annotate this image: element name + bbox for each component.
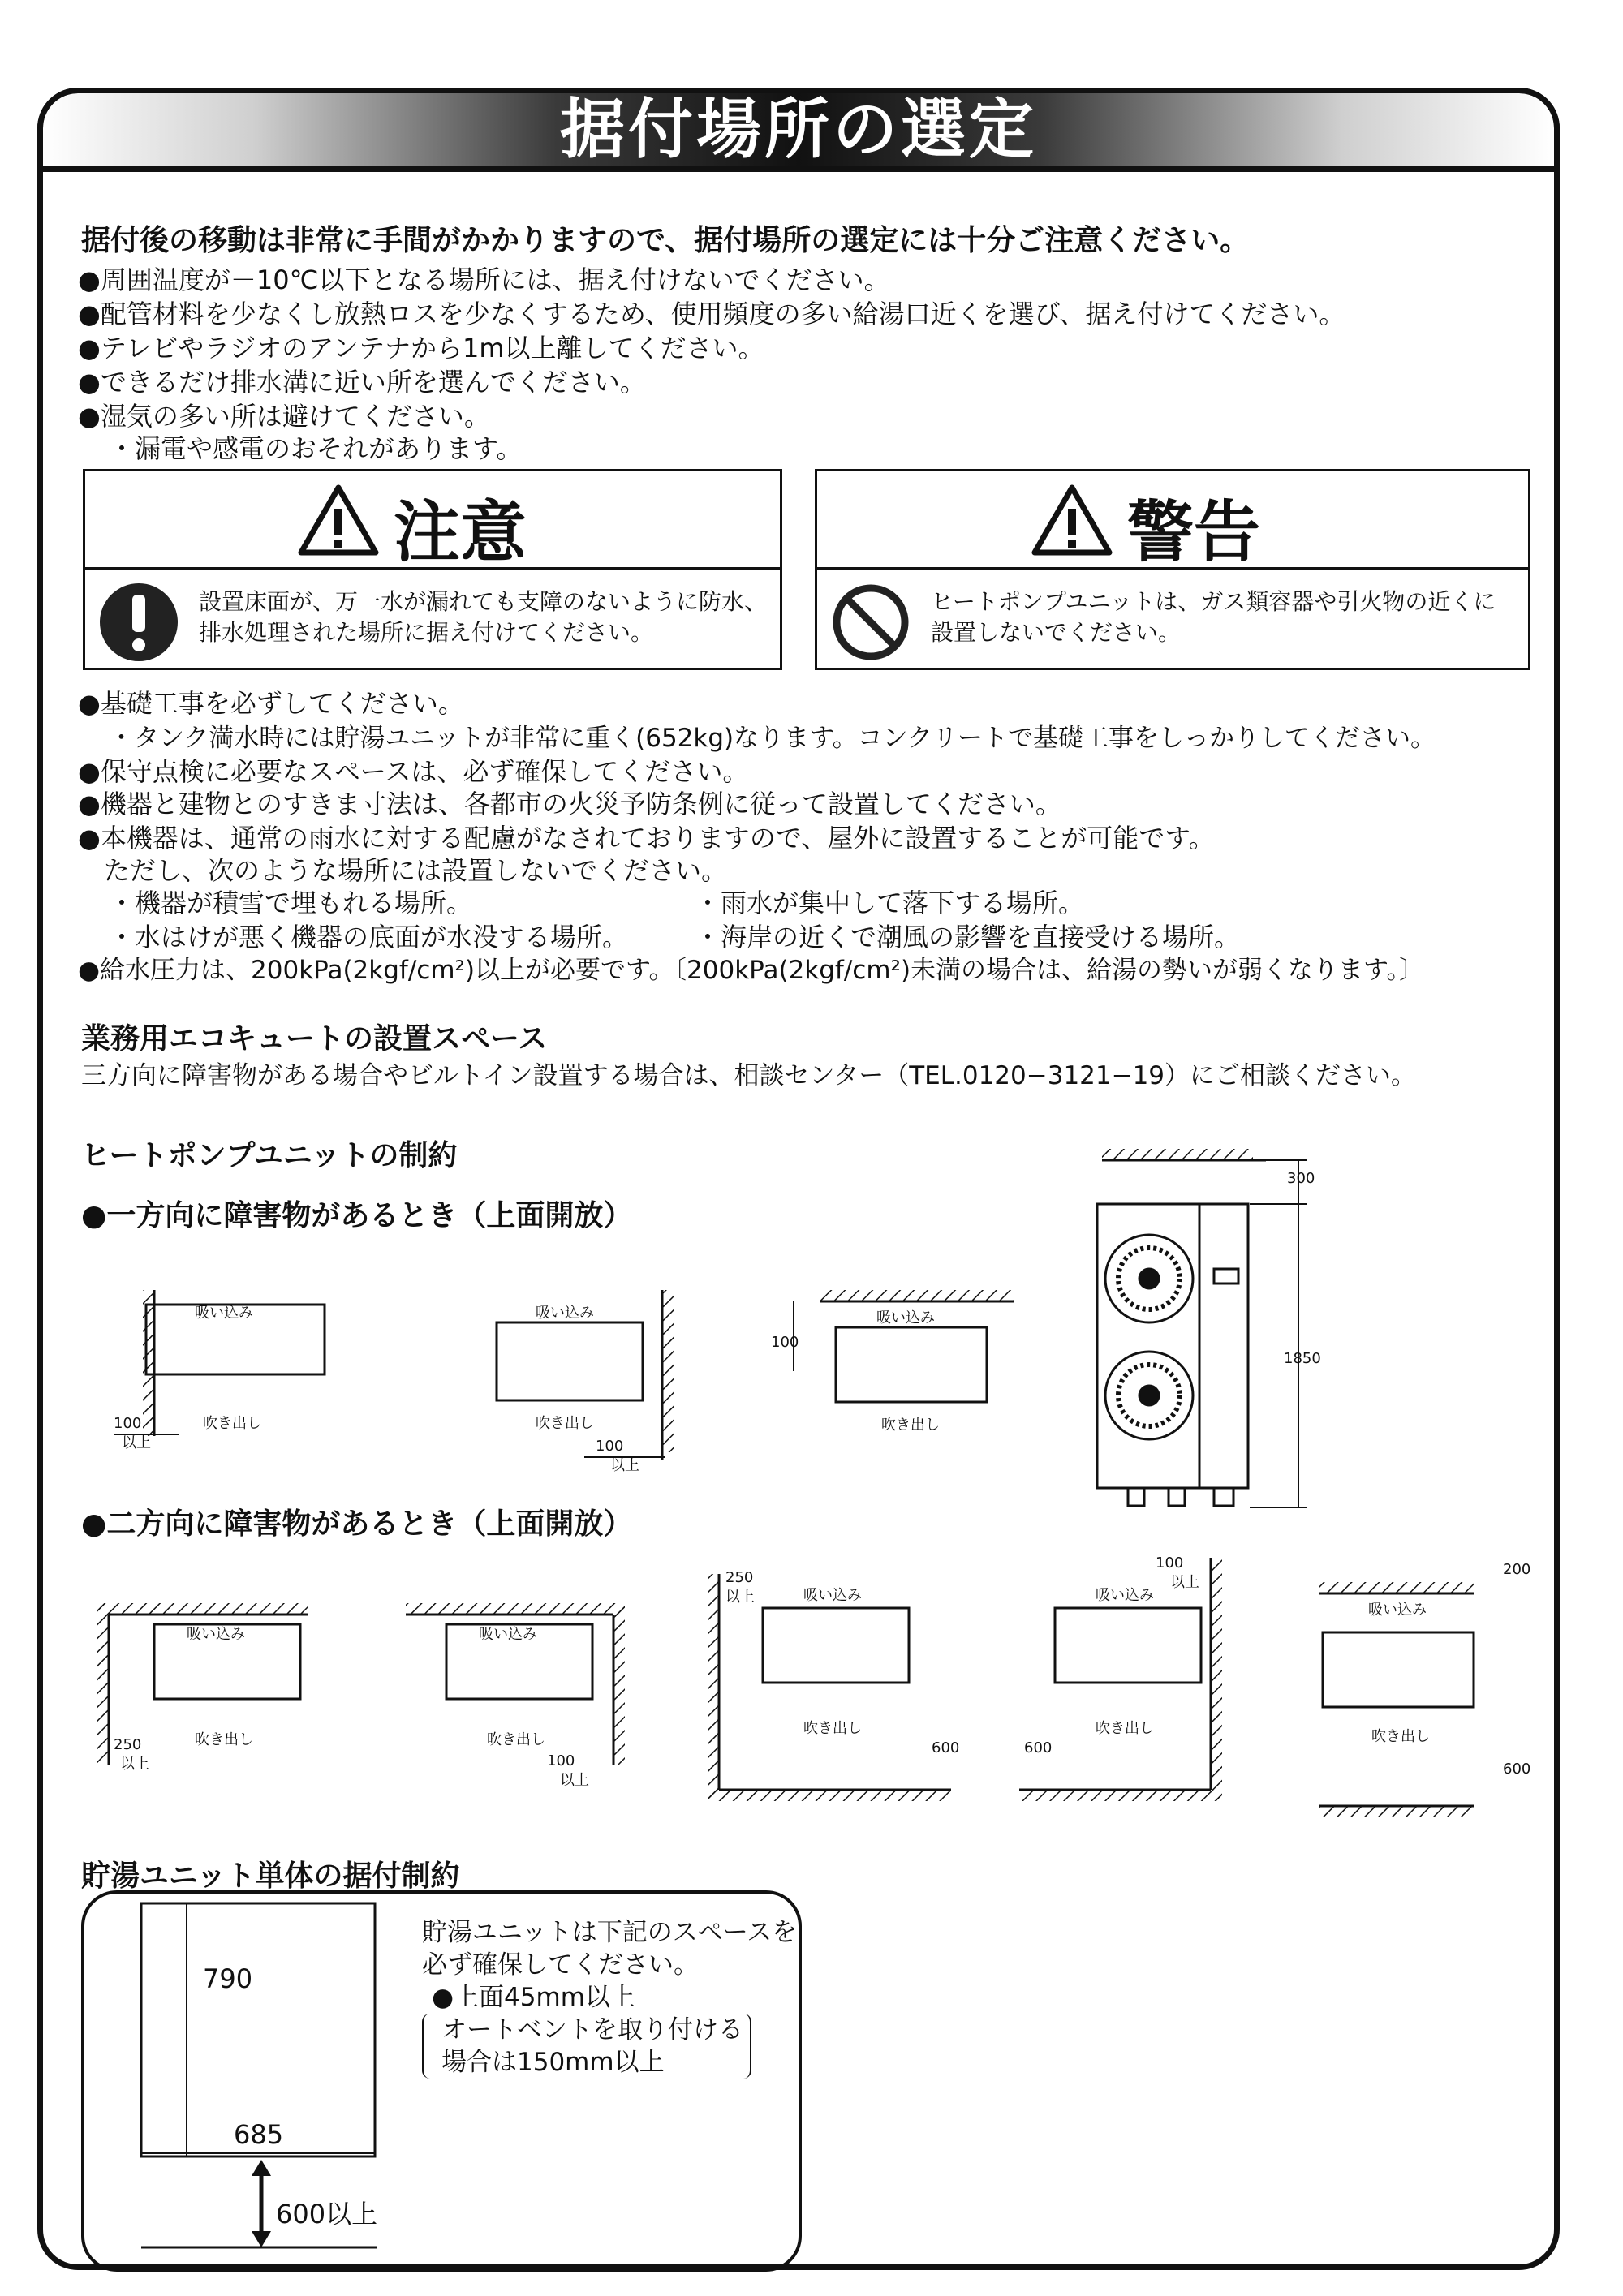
tank-front-label: 600以上	[276, 2199, 378, 2229]
hp-unit-rect	[497, 1322, 643, 1400]
dim-600-label: 600	[932, 1739, 960, 1756]
wall-hatch	[97, 1603, 308, 1615]
hp-foot	[1128, 1488, 1144, 1506]
dim-100-label: 100	[1156, 1554, 1184, 1572]
suck-in-label: 吸い込み	[536, 1305, 594, 1322]
lead-text: 据付後の移動は非常に手間がかかりますので、据付場所の選定には十分ご注意ください。	[81, 224, 1250, 257]
suck-in-label: 吸い込み	[195, 1305, 253, 1322]
hp-title: ヒートポンプユニットの制約	[81, 1139, 458, 1172]
fan-hub	[1139, 1386, 1159, 1405]
blow-out-label: 吹き出し	[203, 1415, 261, 1432]
dim-100-label: 100	[596, 1438, 624, 1455]
tank-height-label: 790	[203, 1963, 253, 1994]
tank-width-label: 685	[234, 2119, 284, 2150]
bullet-water-pressure: ●給水圧力は、200kPa(2kgf/cm²)以上が必要です。〔200kPa(2kgf/cm²)未満の場合は、給湯の勢いが弱くなります。〕	[78, 956, 1425, 985]
dim-250-label: 250	[114, 1736, 142, 1753]
tank-note-line5: 場合は150mm以上	[441, 2048, 665, 2077]
bullet-humidity: ●湿気の多い所は避けてください。	[78, 401, 490, 432]
hp-foot	[1169, 1488, 1185, 1506]
blow-out-label: 吹き出し	[881, 1417, 940, 1434]
caution-text-line1: 設置床面が、万一水が漏れても支障のないように防水、	[199, 588, 768, 615]
blow-out-label: 吹き出し	[1096, 1720, 1154, 1737]
sub-seaside: ・海岸の近くで潮風の影響を直接受ける場所。	[695, 922, 1241, 952]
bullet-clearance: ●機器と建物とのすきま寸法は、各都市の火災予防条例に従って設置してください。	[78, 789, 1061, 819]
dim-300-label: 300	[1287, 1170, 1315, 1187]
hp-foot	[1214, 1488, 1233, 1506]
wall-hatch	[1211, 1558, 1222, 1801]
tank-note-line2: 必ず確保してください。	[422, 1950, 699, 1980]
wall-hatch	[708, 1574, 719, 1801]
wall-hatch	[143, 1290, 154, 1436]
page-title: 据付場所の選定	[560, 92, 1037, 167]
blow-out-label: 吹き出し	[487, 1731, 545, 1748]
tank-title: 貯湯ユニット単体の据付制約	[81, 1860, 460, 1893]
ijou-label: 以上	[120, 1756, 149, 1773]
bullet-piping: ●配管材料を少なくし放熱ロスを少なくするため、使用頻度の多い給湯口近くを選び、据え付けてください。	[78, 299, 1345, 329]
sub-snow: ・機器が積雪で埋もれる場所。	[109, 888, 473, 918]
sub-tank-weight: ・タンク満水時には貯湯ユニットが非常に重く(652kg)なります。コンクリートで基礎工事をしっかりしてください。	[109, 724, 1436, 753]
caution-text-line2: 排水処理された場所に据え付けてください。	[199, 619, 654, 646]
wall-hatch	[406, 1603, 625, 1615]
wall-hatch	[820, 1290, 1014, 1301]
hp-unit-rect	[836, 1327, 987, 1402]
dim-100-label: 100	[114, 1415, 142, 1432]
bullet-outdoor: ●本機器は、通常の雨水に対する配慮がなされておりますので、屋外に設置することが可能です。	[78, 823, 1215, 853]
ceiling-hatch	[1102, 1149, 1253, 1160]
warning-title: 警告	[1127, 494, 1261, 571]
suck-in-label: 吸い込み	[479, 1626, 537, 1643]
dim-1850-label: 1850	[1284, 1350, 1321, 1367]
suck-in-label: 吸い込み	[1368, 1602, 1427, 1619]
ijou-label: 以上	[1170, 1574, 1199, 1591]
ijou-label: 以上	[725, 1589, 755, 1606]
hp-one-side-title: ●一方向に障害物があるとき（上面開放）	[81, 1199, 633, 1232]
blow-out-label: 吹き出し	[803, 1720, 862, 1737]
suck-in-label: 吸い込み	[1096, 1587, 1154, 1604]
hp-two-side-title: ●二方向に障害物があるとき（上面開放）	[81, 1507, 633, 1541]
hp-unit-rect	[1323, 1632, 1474, 1707]
ijou-label: 以上	[560, 1772, 589, 1789]
wall-hatch	[1319, 1806, 1474, 1817]
blow-out-label: 吹き出し	[195, 1731, 253, 1748]
dim-600-label: 600	[1503, 1761, 1531, 1778]
wall-hatch	[613, 1603, 625, 1765]
dim-100-label: 100	[771, 1334, 799, 1351]
suck-in-label: 吸い込み	[876, 1309, 935, 1326]
space-title: 業務用エコキュートの設置スペース	[81, 1022, 548, 1056]
blow-out-label: 吹き出し	[536, 1415, 594, 1432]
suck-in-label: 吸い込み	[803, 1587, 862, 1604]
wall-hatch	[1319, 1582, 1474, 1593]
bullet-antenna: ●テレビやラジオのアンテナから1m以上離してください。	[78, 333, 764, 363]
sub-drainage: ・水はけが悪く機器の底面が水没する場所。	[109, 922, 629, 952]
ijou-label: 以上	[610, 1457, 639, 1474]
tank-note	[422, 1916, 797, 2079]
sub-rain: ・雨水が集中して落下する場所。	[695, 888, 1085, 918]
wall-hatch	[1019, 1790, 1222, 1801]
note-exceptions: ただし、次のような場所には設置しないでください。	[104, 855, 728, 886]
space-note: 三方向に障害物がある場合やビルトイン設置する場合は、相談センター（TEL.0120−3121−19）にご相談ください。	[81, 1061, 1417, 1090]
dim-600-label: 600	[1024, 1739, 1053, 1756]
warning-text-line1: ヒートポンプユニットは、ガス類容器や引火物の近くに	[931, 588, 1496, 615]
caution-title: 注意	[394, 494, 527, 571]
suck-in-label: 吸い込み	[187, 1626, 245, 1643]
bullet-foundation: ●基礎工事を必ずしてください。	[78, 688, 464, 719]
dim-250-label: 250	[725, 1569, 754, 1586]
bullet-temperature: ●周囲温度が－10℃以下となる場所には、据え付けないでください。	[78, 264, 890, 295]
fan-hub	[1139, 1269, 1159, 1288]
wall-hatch	[662, 1290, 674, 1452]
hp-label-plate	[1214, 1269, 1238, 1283]
tank-note-bracket	[422, 2014, 751, 2079]
tank-note-line4: オートベントを取り付ける	[441, 2015, 743, 2044]
ijou-label: 以上	[122, 1434, 151, 1451]
dim-200-label: 200	[1503, 1561, 1531, 1578]
warning-text-line2: 設置しないでください。	[931, 619, 1182, 646]
wall-hatch	[97, 1603, 109, 1765]
tank-note-line1: 貯湯ユニットは下記のスペースを	[422, 1918, 798, 1947]
tank-note-line3: ●上面45mm以上	[432, 1983, 635, 2012]
blow-out-label: 吹き出し	[1371, 1728, 1430, 1745]
hp-unit-rect	[763, 1608, 909, 1683]
bullet-maintenance: ●保守点検に必要なスペースは、必ず確保してください。	[78, 756, 749, 787]
dim-100-label: 100	[547, 1752, 575, 1769]
sub-electric-shock: ・漏電や感電のおそれがあります。	[109, 433, 523, 464]
wall-hatch	[708, 1790, 951, 1801]
hp-unit-rect	[1055, 1608, 1201, 1683]
bullet-drain: ●できるだけ排水溝に近い所を選んでください。	[78, 367, 646, 398]
